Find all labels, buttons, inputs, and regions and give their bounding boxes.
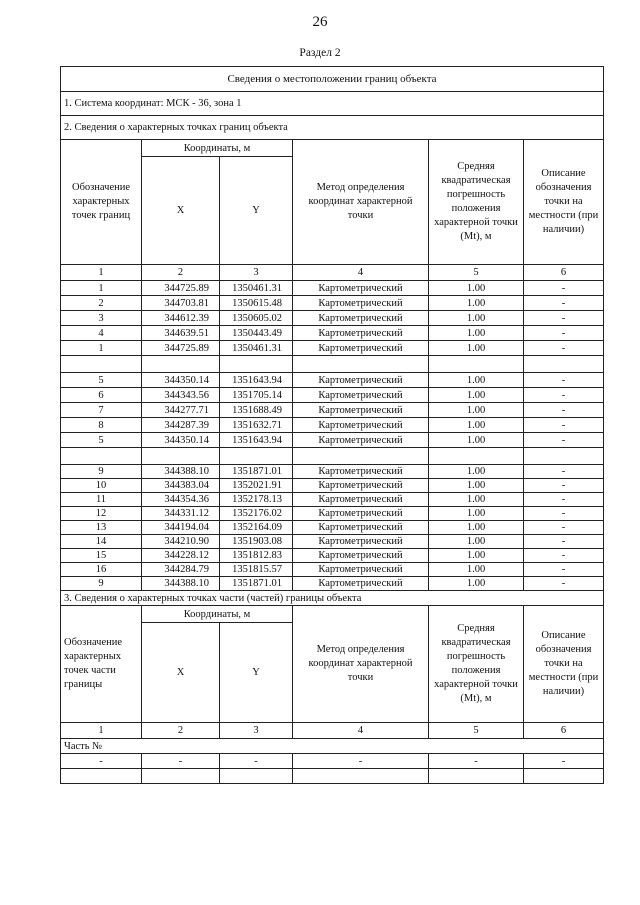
parts-header-error: Средняя квадратическая погрешность положения характерной точки (Mt), м [429, 606, 524, 723]
coord-x: 344210.90 [142, 535, 220, 549]
header-coords: Координаты, м [142, 140, 293, 157]
coord-x: 344277.71 [142, 403, 220, 418]
error-value: 1.00 [429, 521, 524, 535]
table-row [61, 465, 604, 479]
description: - [524, 281, 604, 296]
part-row-cell: - [293, 754, 429, 769]
coord-y: 1352176.02 [220, 507, 293, 521]
parts-header-designation: Обозначение характерных точек части границы [61, 606, 142, 723]
point-number: 7 [61, 403, 142, 418]
column-number: 4 [293, 265, 429, 281]
empty-cell [61, 769, 142, 784]
empty-cell [142, 356, 220, 373]
table-row [61, 535, 604, 549]
description: - [524, 403, 604, 418]
empty-cell [429, 769, 524, 784]
header-description: Описание обозначения точки на местности (при наличии) [524, 140, 604, 265]
column-number: 6 [524, 265, 604, 281]
coord-system: 1. Система координат: МСК - 36, зона 1 [61, 92, 604, 116]
error-value: 1.00 [429, 418, 524, 433]
part-row-cell: - [429, 754, 524, 769]
description: - [524, 493, 604, 507]
method: Картометрический [293, 479, 429, 493]
error-value: 1.00 [429, 296, 524, 311]
error-value: 1.00 [429, 373, 524, 388]
coord-x: 344284.79 [142, 563, 220, 577]
description: - [524, 465, 604, 479]
table-title: Сведения о местоположении границ объекта [61, 67, 604, 92]
coord-x: 344388.10 [142, 465, 220, 479]
coord-y: 1351812.83 [220, 549, 293, 563]
table-row [61, 326, 604, 341]
description: - [524, 341, 604, 356]
description: - [524, 507, 604, 521]
description: - [524, 418, 604, 433]
coord-x: 344350.14 [142, 433, 220, 448]
description: - [524, 549, 604, 563]
boundary-table [60, 66, 604, 784]
error-value: 1.00 [429, 326, 524, 341]
error-value: 1.00 [429, 341, 524, 356]
table-row [61, 296, 604, 311]
coord-y: 1350443.49 [220, 326, 293, 341]
point-number: 10 [61, 479, 142, 493]
empty-cell [524, 356, 604, 373]
error-value: 1.00 [429, 577, 524, 591]
empty-cell [429, 356, 524, 373]
point-number: 8 [61, 418, 142, 433]
coord-y: 1351903.08 [220, 535, 293, 549]
part-row-cell: - [524, 754, 604, 769]
point-number: 9 [61, 465, 142, 479]
method: Картометрический [293, 341, 429, 356]
method: Картометрический [293, 418, 429, 433]
column-number: 1 [61, 265, 142, 281]
coord-y: 1350461.31 [220, 281, 293, 296]
table-row [61, 433, 604, 448]
description: - [524, 479, 604, 493]
method: Картометрический [293, 281, 429, 296]
table-row [61, 479, 604, 493]
coord-y: 1351688.49 [220, 403, 293, 418]
header-designation: Обозначение характерных точек границ [61, 140, 142, 265]
header-y: Y [220, 157, 293, 265]
coord-x: 344703.81 [142, 296, 220, 311]
coord-y: 1351871.01 [220, 577, 293, 591]
error-value: 1.00 [429, 465, 524, 479]
method: Картометрический [293, 433, 429, 448]
error-value: 1.00 [429, 507, 524, 521]
empty-cell [293, 356, 429, 373]
part-label-row [61, 739, 604, 754]
header-error: Средняя квадратическая погрешность положения характерной точки (Mt), м [429, 140, 524, 265]
method: Картометрический [293, 311, 429, 326]
coord-y: 1352178.13 [220, 493, 293, 507]
coord-y: 1350605.02 [220, 311, 293, 326]
error-value: 1.00 [429, 281, 524, 296]
method: Картометрический [293, 373, 429, 388]
part-row-cell: - [220, 754, 293, 769]
point-number: 11 [61, 493, 142, 507]
part-label: Часть № [61, 739, 604, 754]
method: Картометрический [293, 403, 429, 418]
points-section-title: 2. Сведения о характерных точках границ объекта [61, 116, 604, 140]
method: Картометрический [293, 465, 429, 479]
coord-x: 344383.04 [142, 479, 220, 493]
coord-x: 344350.14 [142, 373, 220, 388]
description: - [524, 521, 604, 535]
parts-header-coords: Координаты, м [142, 606, 293, 623]
table-row [61, 577, 604, 591]
parts-header-y: Y [220, 623, 293, 723]
error-value: 1.00 [429, 493, 524, 507]
table-row [61, 563, 604, 577]
description: - [524, 535, 604, 549]
coord-y: 1350461.31 [220, 341, 293, 356]
column-number: 5 [429, 265, 524, 281]
point-number: 2 [61, 296, 142, 311]
point-number: 14 [61, 535, 142, 549]
coord-x: 344388.10 [142, 577, 220, 591]
parts-header-row [61, 606, 604, 623]
coord-y: 1351643.94 [220, 373, 293, 388]
coord-y: 1351815.57 [220, 563, 293, 577]
method: Картометрический [293, 388, 429, 403]
coord-x: 344331.12 [142, 507, 220, 521]
description: - [524, 577, 604, 591]
point-number: 4 [61, 326, 142, 341]
point-number: 5 [61, 373, 142, 388]
method: Картометрический [293, 326, 429, 341]
empty-cell [220, 769, 293, 784]
empty-cell [293, 448, 429, 465]
table-row [61, 549, 604, 563]
empty-cell [142, 769, 220, 784]
error-value: 1.00 [429, 388, 524, 403]
error-value: 1.00 [429, 311, 524, 326]
empty-cell [220, 448, 293, 465]
column-numbers-row [61, 265, 604, 281]
error-value: 1.00 [429, 403, 524, 418]
coord-y: 1351643.94 [220, 433, 293, 448]
point-number: 16 [61, 563, 142, 577]
method: Картометрический [293, 535, 429, 549]
point-number: 13 [61, 521, 142, 535]
table-row [61, 521, 604, 535]
parts-header-description: Описание обозначения точки на местности (при наличии) [524, 606, 604, 723]
coord-x: 344639.51 [142, 326, 220, 341]
method: Картометрический [293, 507, 429, 521]
method: Картометрический [293, 521, 429, 535]
parts-section-title: 3. Сведения о характерных точках части (частей) границы объекта [61, 591, 604, 606]
point-number: 1 [61, 341, 142, 356]
error-value: 1.00 [429, 479, 524, 493]
column-number: 3 [220, 265, 293, 281]
coord-x: 344343.56 [142, 388, 220, 403]
part-row-cell: - [142, 754, 220, 769]
point-number: 5 [61, 433, 142, 448]
method: Картометрический [293, 296, 429, 311]
part-row-cell: - [61, 754, 142, 769]
table-row [61, 311, 604, 326]
section-title: Раздел 2 [299, 47, 341, 59]
description: - [524, 373, 604, 388]
empty-cell [524, 769, 604, 784]
parts-column-numbers-row [61, 723, 604, 739]
column-number: 5 [429, 723, 524, 739]
empty-cell [524, 448, 604, 465]
error-value: 1.00 [429, 433, 524, 448]
method: Картометрический [293, 493, 429, 507]
coord-x: 344612.39 [142, 311, 220, 326]
error-value: 1.00 [429, 563, 524, 577]
coord-y: 1350615.48 [220, 296, 293, 311]
group-separator-row [61, 356, 604, 373]
method: Картометрический [293, 577, 429, 591]
header-method: Метод определения координат характерной точки [293, 140, 429, 265]
table-row [61, 754, 604, 769]
point-number: 1 [61, 281, 142, 296]
description: - [524, 311, 604, 326]
column-number: 1 [61, 723, 142, 739]
coord-y: 1352164.09 [220, 521, 293, 535]
point-number: 12 [61, 507, 142, 521]
coord-y: 1351632.71 [220, 418, 293, 433]
method: Картометрический [293, 563, 429, 577]
coord-x: 344725.89 [142, 341, 220, 356]
parts-header-method: Метод определения координат характерной точки [293, 606, 429, 723]
coord-x: 344287.39 [142, 418, 220, 433]
header-x: X [142, 157, 220, 265]
empty-row [61, 769, 604, 784]
table-row [61, 341, 604, 356]
coord-y: 1351705.14 [220, 388, 293, 403]
description: - [524, 326, 604, 341]
empty-cell [429, 448, 524, 465]
group-separator-row [61, 448, 604, 465]
boundary-table-body [61, 67, 604, 784]
table-row [61, 373, 604, 388]
empty-cell [293, 769, 429, 784]
point-number: 9 [61, 577, 142, 591]
table-row [61, 493, 604, 507]
coord-x: 344354.36 [142, 493, 220, 507]
description: - [524, 433, 604, 448]
coord-x: 344228.12 [142, 549, 220, 563]
error-value: 1.00 [429, 549, 524, 563]
table-row [61, 403, 604, 418]
description: - [524, 563, 604, 577]
column-number: 6 [524, 723, 604, 739]
point-number: 15 [61, 549, 142, 563]
column-number: 2 [142, 723, 220, 739]
empty-cell [142, 448, 220, 465]
column-number: 4 [293, 723, 429, 739]
description: - [524, 388, 604, 403]
description: - [524, 296, 604, 311]
method: Картометрический [293, 549, 429, 563]
empty-cell [220, 356, 293, 373]
coord-x: 344725.89 [142, 281, 220, 296]
point-number: 6 [61, 388, 142, 403]
table-row [61, 418, 604, 433]
error-value: 1.00 [429, 535, 524, 549]
table-row [61, 388, 604, 403]
point-number: 3 [61, 311, 142, 326]
table-row [61, 281, 604, 296]
table-row [61, 507, 604, 521]
coord-x: 344194.04 [142, 521, 220, 535]
coord-y: 1351871.01 [220, 465, 293, 479]
empty-cell [61, 356, 142, 373]
empty-cell [61, 448, 142, 465]
parts-header-x: X [142, 623, 220, 723]
column-number: 2 [142, 265, 220, 281]
coord-y: 1352021.91 [220, 479, 293, 493]
page-number: 26 [312, 14, 328, 30]
parts-title-row [61, 591, 604, 606]
column-number: 3 [220, 723, 293, 739]
